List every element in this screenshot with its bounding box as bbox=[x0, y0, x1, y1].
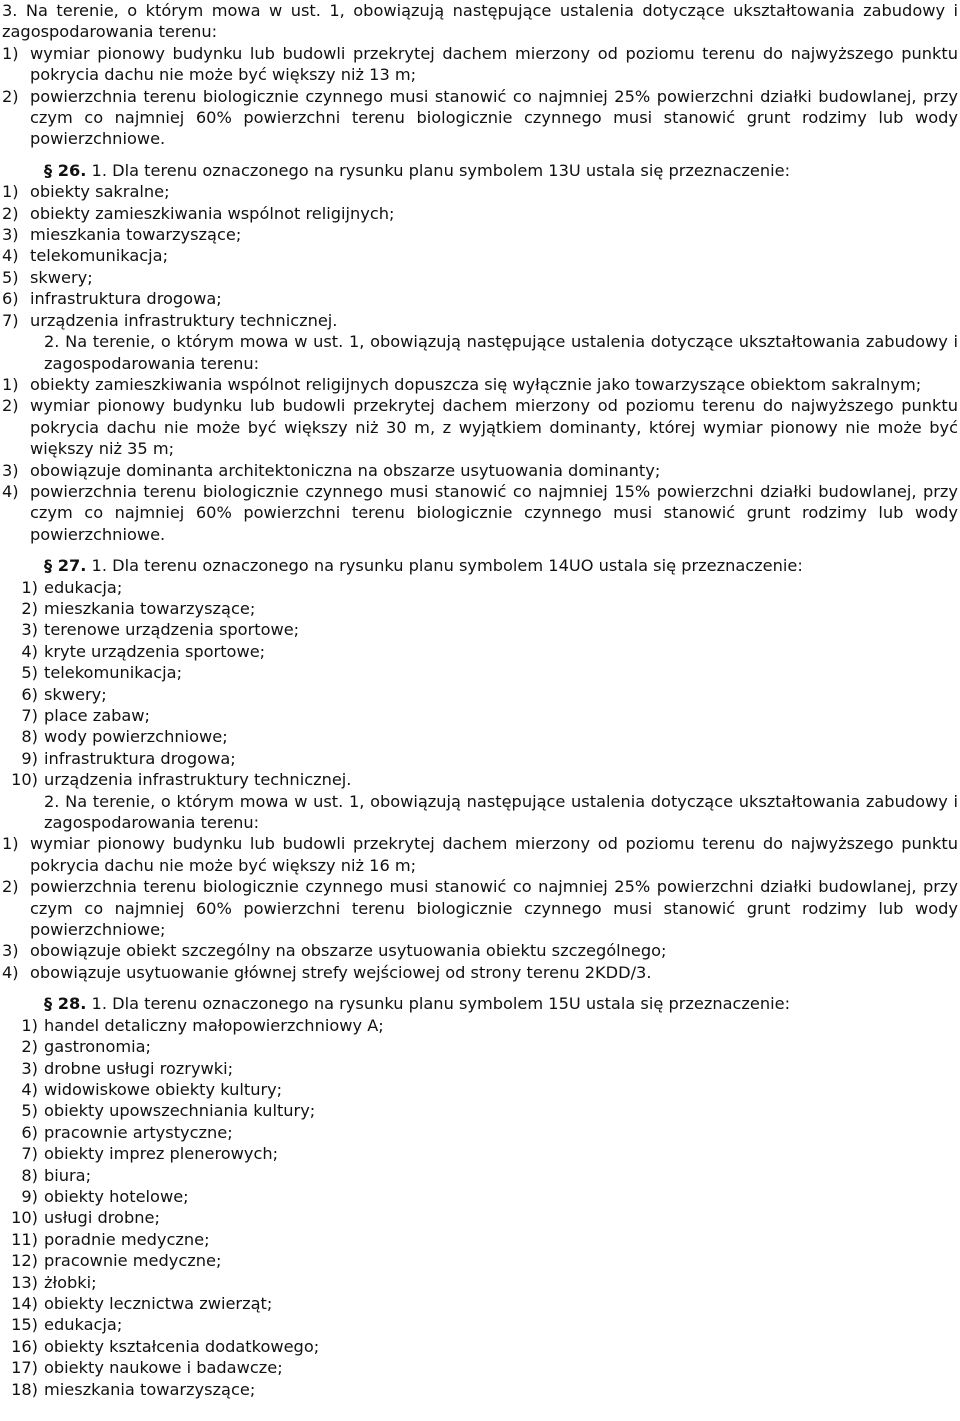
list-item-text: wody powierzchniowe; bbox=[44, 727, 228, 747]
list-item-text: telekomunikacja; bbox=[44, 663, 183, 683]
list-item-number: 15) bbox=[11, 1315, 38, 1335]
list-item-text: obiekty lecznictwa zwierząt; bbox=[44, 1293, 273, 1313]
section-symbol: § 26. bbox=[44, 160, 87, 180]
designation-list bbox=[2, 577, 958, 791]
list-item-number: 7) bbox=[2, 310, 19, 330]
list-item-text: pracownie artystyczne; bbox=[44, 1122, 233, 1142]
list-item bbox=[2, 705, 958, 726]
list-item-number: 10) bbox=[11, 770, 38, 790]
list-item-text: wymiar pionowy budynku lub budowli przekrytej dachem mierzony od poziomu terenu do najwyższego punktu pokrycia dachu nie może być większy niż 30 m, z wyjątkiem dominanty, której wymiar pionowy nie może być większy niż 35 m; bbox=[30, 396, 958, 459]
list-item-number: 2) bbox=[2, 396, 19, 416]
list-item-text: biura; bbox=[44, 1165, 92, 1185]
list-item bbox=[2, 481, 958, 545]
list-item-number: 1) bbox=[2, 43, 19, 63]
list-item-number: 3) bbox=[2, 941, 19, 961]
list-item-text: powierzchnia terenu biologicznie czynnego musi stanowić co najmniej 15% powierzchni działki budowlanej, przy czym co najmniej 60% powierzchni terenu biologicznie czynnego musi stanowić grunt rodzimy lub wody powierzchniowe. bbox=[30, 481, 958, 544]
list-item-number: 3) bbox=[2, 225, 19, 245]
list-item-number: 8) bbox=[21, 727, 38, 747]
list-item bbox=[2, 1336, 958, 1357]
regulation-list bbox=[2, 833, 958, 983]
list-item bbox=[2, 1079, 958, 1100]
list-item-text: infrastruktura drogowa; bbox=[30, 289, 222, 309]
list-item-number: 4) bbox=[2, 962, 19, 982]
list-item-text: obiekty sakralne; bbox=[30, 182, 170, 202]
designation-list bbox=[2, 1015, 958, 1400]
list-item bbox=[2, 1250, 958, 1271]
list-item-number: 1) bbox=[2, 834, 19, 854]
list-item-number: 14) bbox=[11, 1293, 38, 1313]
list-item-text: obiekty upowszechniania kultury; bbox=[44, 1101, 316, 1121]
list-item-number: 2) bbox=[2, 86, 19, 106]
list-item-text: powierzchnia terenu biologicznie czynnego musi stanowić co najmniej 25% powierzchni działki budowlanej, przy czym co najmniej 60% powierzchni terenu biologicznie czynnego musi stanowić grunt rodzimy lub wody powierzchniowe. bbox=[30, 86, 958, 149]
list-item-number: 13) bbox=[11, 1272, 38, 1292]
section-heading-text: 1. Dla terenu oznaczonego na rysunku planu symbolem 13U ustala się przeznaczenie: bbox=[86, 160, 791, 180]
list-item-number: 4) bbox=[2, 246, 19, 266]
list-item-number: 12) bbox=[11, 1251, 38, 1271]
list-item-text: skwery; bbox=[44, 684, 107, 704]
list-item bbox=[2, 641, 958, 662]
list-item-number: 3) bbox=[21, 620, 38, 640]
list-item-number: 4) bbox=[21, 641, 38, 661]
list-item bbox=[2, 374, 958, 395]
list-item-text: edukacja; bbox=[44, 1315, 123, 1335]
list-item-number: 5) bbox=[2, 267, 19, 287]
section-symbol: § 28. bbox=[44, 994, 87, 1014]
section-heading bbox=[2, 993, 958, 1014]
list-item-number: 1) bbox=[2, 374, 19, 394]
section-heading-text: 1. Dla terenu oznaczonego na rysunku planu symbolem 14UO ustala się przeznaczenie: bbox=[86, 556, 803, 576]
section-25-para-3 bbox=[2, 0, 958, 150]
list-item bbox=[2, 1272, 958, 1293]
list-item bbox=[2, 1100, 958, 1121]
list-item-text: powierzchnia terenu biologicznie czynnego musi stanowić co najmniej 25% powierzchni działki budowlanej, przy czym co najmniej 60% powierzchni terenu biologicznie czynnego musi stanowić grunt rodzimy lub wody powierzchniowe; bbox=[30, 877, 958, 940]
list-item-number: 2) bbox=[21, 598, 38, 618]
list-item-text: obiekty zamieszkiwania wspólnot religijnych; bbox=[30, 203, 395, 223]
list-item-text: mieszkania towarzyszące; bbox=[44, 598, 256, 618]
list-item bbox=[2, 43, 958, 86]
list-item bbox=[2, 86, 958, 150]
list-item-number: 6) bbox=[2, 289, 19, 309]
section-26 bbox=[2, 160, 958, 545]
list-item-number: 1) bbox=[2, 182, 19, 202]
list-item-text: wymiar pionowy budynku lub budowli przekrytej dachem mierzony od poziomu terenu do najwyższego punktu pokrycia dachu nie może być większy niż 16 m; bbox=[30, 834, 958, 875]
list-item-text: edukacja; bbox=[44, 577, 123, 597]
list-item-text: pracownie medyczne; bbox=[44, 1251, 222, 1271]
list-item-text: mieszkania towarzyszące; bbox=[30, 225, 242, 245]
designation-list bbox=[2, 181, 958, 331]
list-item bbox=[2, 833, 958, 876]
list-item bbox=[2, 224, 958, 245]
list-item-text: urządzenia infrastruktury technicznej. bbox=[44, 770, 352, 790]
list-item bbox=[2, 1036, 958, 1057]
list-item bbox=[2, 577, 958, 598]
list-item bbox=[2, 395, 958, 459]
list-item bbox=[2, 962, 958, 983]
list-item bbox=[2, 748, 958, 769]
list-item bbox=[2, 1186, 958, 1207]
list-item-text: usługi drobne; bbox=[44, 1208, 160, 1228]
paragraph-intro: 3. Na terenie, o którym mowa w ust. 1, obowiązują następujące ustalenia dotyczące ukształtowania zabudowy i zagospodarowania terenu: bbox=[2, 1, 958, 42]
list-item bbox=[2, 310, 958, 331]
list-item-number: 2) bbox=[2, 877, 19, 897]
list-item bbox=[2, 940, 958, 961]
list-item bbox=[2, 1207, 958, 1228]
list-item bbox=[2, 684, 958, 705]
list-item-number: 3) bbox=[2, 460, 19, 480]
list-item bbox=[2, 1058, 958, 1079]
list-item-text: drobne usługi rozrywki; bbox=[44, 1058, 234, 1078]
list-item-number: 1) bbox=[21, 1015, 38, 1035]
list-item bbox=[2, 288, 958, 309]
list-item-text: terenowe urządzenia sportowe; bbox=[44, 620, 300, 640]
list-item-number: 6) bbox=[21, 684, 38, 704]
list-item-number: 5) bbox=[21, 663, 38, 683]
list-item-number: 16) bbox=[11, 1336, 38, 1356]
list-item bbox=[2, 1357, 958, 1378]
list-item-text: skwery; bbox=[30, 267, 93, 287]
section-28 bbox=[2, 993, 958, 1400]
list-item-number: 2) bbox=[2, 203, 19, 223]
list-item-number: 3) bbox=[21, 1058, 38, 1078]
list-item-number: 7) bbox=[21, 1144, 38, 1164]
list-item bbox=[2, 460, 958, 481]
list-item-number: 10) bbox=[11, 1208, 38, 1228]
list-item-text: infrastruktura drogowa; bbox=[44, 748, 236, 768]
section-heading-text: 1. Dla terenu oznaczonego na rysunku planu symbolem 15U ustala się przeznaczenie: bbox=[86, 994, 791, 1014]
list-item bbox=[2, 1379, 958, 1400]
list-item bbox=[2, 1122, 958, 1143]
list-item-number: 7) bbox=[21, 706, 38, 725]
list-item-text: obiekty imprez plenerowych; bbox=[44, 1144, 279, 1164]
list-item bbox=[2, 1314, 958, 1335]
list-item bbox=[2, 619, 958, 640]
list-item-text: obiekty hotelowe; bbox=[44, 1186, 189, 1206]
list-item bbox=[2, 1293, 958, 1314]
list-item-text: obowiązuje dominanta architektoniczna na obszarze usytuowania dominanty; bbox=[30, 460, 661, 480]
list-item bbox=[2, 769, 958, 790]
list-item bbox=[2, 876, 958, 940]
list-item bbox=[2, 267, 958, 288]
list-item-text: kryte urządzenia sportowe; bbox=[44, 641, 266, 661]
list-item-number: 18) bbox=[11, 1379, 38, 1399]
list-item-text: obiekty naukowe i badawcze; bbox=[44, 1358, 283, 1378]
list-item-text: obiekty zamieszkiwania wspólnot religijnych dopuszcza się wyłącznie jako towarzyszące obiektom sakralnym; bbox=[30, 374, 922, 394]
item-list bbox=[2, 43, 958, 150]
list-item-number: 9) bbox=[21, 748, 38, 768]
list-item-text: gastronomia; bbox=[44, 1037, 151, 1057]
list-item-text: obowiązuje obiekt szczególny na obszarze usytuowania obiektu szczególnego; bbox=[30, 941, 667, 961]
list-item-number: 5) bbox=[21, 1101, 38, 1121]
list-item bbox=[2, 662, 958, 683]
list-item bbox=[2, 1143, 958, 1164]
list-item bbox=[2, 203, 958, 224]
section-27 bbox=[2, 555, 958, 983]
list-item-text: mieszkania towarzyszące; bbox=[44, 1379, 256, 1399]
list-item-number: 4) bbox=[21, 1079, 38, 1099]
list-item-number: 8) bbox=[21, 1165, 38, 1185]
paragraph-intro: 2. Na terenie, o którym mowa w ust. 1, obowiązują następujące ustalenia dotyczące ukształtowania zabudowy i zagospodarowania terenu: bbox=[44, 791, 958, 833]
list-item-number: 11) bbox=[11, 1229, 38, 1249]
list-item bbox=[2, 245, 958, 266]
list-item bbox=[2, 181, 958, 202]
list-item-text: handel detaliczny małopowierzchniowy A; bbox=[44, 1015, 384, 1035]
list-item bbox=[2, 1015, 958, 1036]
list-item-text: widowiskowe obiekty kultury; bbox=[44, 1079, 283, 1099]
list-item-text: obowiązuje usytuowanie głównej strefy wejściowej od strony terenu 2KDD/3. bbox=[30, 962, 652, 982]
section-heading bbox=[2, 555, 958, 576]
list-item-number: 4) bbox=[2, 481, 19, 501]
list-item-number: 9) bbox=[21, 1186, 38, 1206]
list-item-number: 2) bbox=[21, 1037, 38, 1057]
list-item bbox=[2, 1165, 958, 1186]
list-item-number: 6) bbox=[21, 1122, 38, 1142]
list-item-text: telekomunikacja; bbox=[30, 246, 169, 266]
list-item-number: 1) bbox=[21, 577, 38, 597]
section-symbol: § 27. bbox=[44, 556, 87, 576]
list-item bbox=[2, 1229, 958, 1250]
list-item bbox=[2, 726, 958, 747]
list-item-text: place zabaw; bbox=[44, 706, 151, 725]
list-item-text: obiekty kształcenia dodatkowego; bbox=[44, 1336, 320, 1356]
list-item-text: poradnie medyczne; bbox=[44, 1229, 210, 1249]
regulation-list bbox=[2, 374, 958, 545]
list-item-number: 17) bbox=[11, 1358, 38, 1378]
paragraph-intro: 2. Na terenie, o którym mowa w ust. 1, obowiązują następujące ustalenia dotyczące ukształtowania zabudowy i zagospodarowania terenu: bbox=[44, 332, 958, 373]
list-item bbox=[2, 598, 958, 619]
list-item-text: urządzenia infrastruktury technicznej. bbox=[30, 310, 338, 330]
section-heading bbox=[2, 160, 958, 181]
list-item-text: żłobki; bbox=[44, 1272, 97, 1292]
list-item-text: wymiar pionowy budynku lub budowli przekrytej dachem mierzony od poziomu terenu do najwyższego punktu pokrycia dachu nie może być większy niż 13 m; bbox=[30, 43, 958, 85]
